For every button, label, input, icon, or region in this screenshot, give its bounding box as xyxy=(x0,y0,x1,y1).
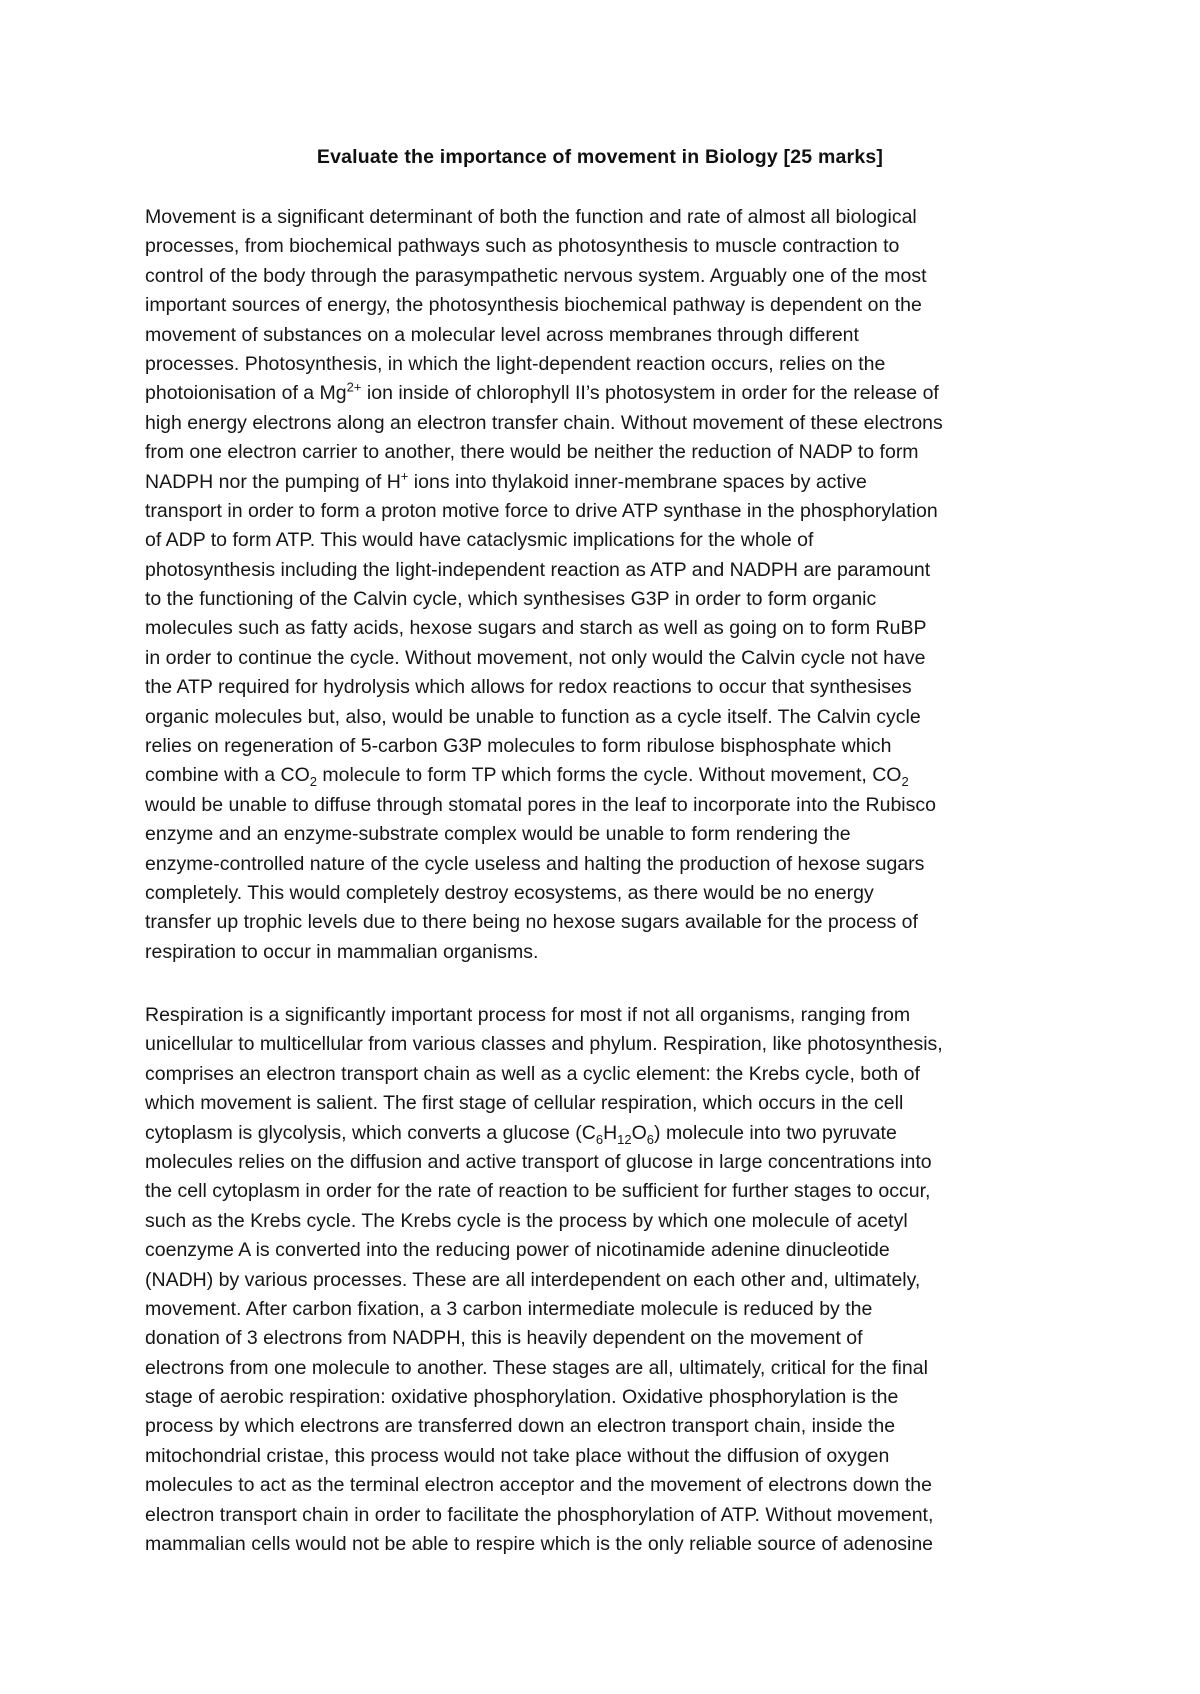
text-line xyxy=(145,291,1065,320)
text-run: movement of substances on a molecular level across membranes through different xyxy=(145,323,859,346)
text-line xyxy=(145,585,1065,614)
text-line xyxy=(145,761,1065,790)
text-run: respiration to occur in mammalian organisms. xyxy=(145,940,539,963)
subscript: 6 xyxy=(595,1131,604,1147)
text-line xyxy=(145,1236,1065,1265)
text-run: (NADH) by various processes. These are all interdependent on each other and, ultimately, xyxy=(145,1268,921,1291)
text-line xyxy=(145,1001,1065,1030)
text-run: molecules to act as the terminal electron acceptor and the movement of electrons down the xyxy=(145,1474,932,1497)
text-run: photoionisation of a Mg xyxy=(145,382,347,405)
text-run: coenzyme A is converted into the reducing power of nicotinamide adenine dinucleotide xyxy=(145,1239,890,1262)
text-run: NADPH nor the pumping of H xyxy=(145,470,401,493)
text-run: enzyme-controlled nature of the cycle useless and halting the production of hexose sugars xyxy=(145,852,925,875)
subscript: 2 xyxy=(901,774,909,790)
text-line xyxy=(145,497,1065,526)
text-line xyxy=(145,526,1065,555)
text-line xyxy=(145,232,1065,261)
text-line xyxy=(145,321,1065,350)
text-run: ions into thylakoid inner-membrane spaces by active xyxy=(408,470,867,493)
subscript: 2 xyxy=(309,774,317,790)
text-run: completely. This would completely destroy ecosystems, as there would be no energy xyxy=(145,881,874,904)
text-run: electron transport chain in order to facilitate the phosphorylation of ATP. Without movement, xyxy=(145,1503,934,1526)
text-run: relies on regeneration of 5-carbon G3P molecules to form ribulose bisphosphate which xyxy=(145,735,892,758)
text-line xyxy=(145,1119,1065,1148)
text-run: organic molecules but, also, would be unable to function as a cycle itself. The Calvin cycle xyxy=(145,705,921,728)
text-line xyxy=(145,732,1065,761)
text-line xyxy=(145,1354,1065,1383)
text-line xyxy=(145,1442,1065,1471)
text-run: high energy electrons along an electron transfer chain. Without movement of these electrons xyxy=(145,411,943,434)
text-line xyxy=(145,1383,1065,1412)
text-line xyxy=(145,379,1065,408)
text-run: H xyxy=(603,1121,618,1144)
text-run: from one electron carrier to another, there would be neither the reduction of NADP to form xyxy=(145,441,919,464)
text-run: combine with a CO xyxy=(145,764,310,787)
text-run: processes, from biochemical pathways such as photosynthesis to muscle contraction to xyxy=(145,235,900,258)
text-run: which movement is salient. The first stage of cellular respiration, which occurs in the cell xyxy=(145,1092,904,1115)
text-line xyxy=(145,468,1065,497)
text-run: the ATP required for hydrolysis which allows for redox reactions to occur that synthesises xyxy=(145,676,912,699)
text-line xyxy=(145,820,1065,849)
text-line xyxy=(145,1530,1065,1559)
text-run: molecules relies on the diffusion and active transport of glucose in large concentrations into xyxy=(145,1150,932,1173)
text-run: mitochondrial cristae, this process would not take place without the diffusion of oxygen xyxy=(145,1444,890,1467)
text-line xyxy=(145,908,1065,937)
text-run: transfer up trophic levels due to there being no hexose sugars available for the process of xyxy=(145,911,918,934)
text-run: processes. Photosynthesis, in which the light-dependent reaction occurs, relies on the xyxy=(145,352,886,375)
text-run: photosynthesis including the light-independent reaction as ATP and NADPH are paramount xyxy=(145,558,931,581)
text-line xyxy=(145,438,1065,467)
text-line xyxy=(145,1324,1065,1353)
text-run: ion inside of chlorophyll II’s photosystem in order for the release of xyxy=(361,382,939,405)
essay-title: Evaluate the importance of movement in Biology [25 marks] xyxy=(316,146,884,168)
superscript: 2+ xyxy=(346,379,362,395)
text-run: O xyxy=(631,1121,647,1144)
text-line xyxy=(145,1501,1065,1530)
text-run: important sources of energy, the photosynthesis biochemical pathway is dependent on the xyxy=(145,294,922,317)
text-line xyxy=(145,409,1065,438)
text-run: comprises an electron transport chain as well as a cyclic element: the Krebs cycle, both of xyxy=(145,1062,920,1085)
text-line xyxy=(145,703,1065,732)
text-run: transport in order to form a proton motive force to drive ATP synthase in the phosphorylation xyxy=(145,499,938,522)
text-line xyxy=(145,1471,1065,1500)
text-line xyxy=(145,1207,1065,1236)
text-line xyxy=(145,850,1065,879)
text-run: enzyme and an enzyme-substrate complex would be unable to form rendering the xyxy=(145,823,851,846)
text-line xyxy=(145,1412,1065,1441)
text-line xyxy=(145,1089,1065,1118)
text-line xyxy=(145,1060,1065,1089)
text-line xyxy=(145,791,1065,820)
text-run: to the functioning of the Calvin cycle, which synthesises G3P in order to form organic xyxy=(145,588,877,611)
text-line xyxy=(145,1295,1065,1324)
text-line xyxy=(145,938,1065,967)
text-line xyxy=(145,262,1065,291)
text-line xyxy=(145,614,1065,643)
text-line xyxy=(145,1177,1065,1206)
text-run: process by which electrons are transferred down an electron transport chain, inside the xyxy=(145,1415,896,1438)
text-run: molecules such as fatty acids, hexose sugars and starch as well as going on to form RuBP xyxy=(145,617,927,640)
text-run: in order to continue the cycle. Without movement, not only would the Calvin cycle not have xyxy=(145,646,926,669)
text-run: donation of 3 electrons from NADPH, this is heavily dependent on the movement of xyxy=(145,1327,863,1350)
text-run: molecule to form TP which forms the cycle. Without movement, CO xyxy=(316,764,902,787)
paragraph-photosynthesis xyxy=(145,203,1065,967)
text-run: stage of aerobic respiration: oxidative phosphorylation. Oxidative phosphorylation is the xyxy=(145,1386,899,1409)
text-run: cytoplasm is glycolysis, which converts a glucose (C xyxy=(145,1121,596,1144)
text-line xyxy=(145,1030,1065,1059)
text-run: electrons from one molecule to another. These stages are all, ultimately, critical for the final xyxy=(145,1356,928,1379)
text-run: would be unable to diffuse through stomatal pores in the leaf to incorporate into the Rubisco xyxy=(145,793,936,816)
text-run: Movement is a significant determinant of both the function and rate of almost all biological xyxy=(145,206,917,228)
text-run: of ADP to form ATP. This would have cataclysmic implications for the whole of xyxy=(145,529,814,552)
text-run: Respiration is a significantly important process for most if not all organisms, ranging from xyxy=(145,1004,911,1026)
text-line xyxy=(145,673,1065,702)
paragraph-respiration xyxy=(145,1001,1065,1559)
text-line xyxy=(145,879,1065,908)
text-line xyxy=(145,1148,1065,1177)
text-run: unicellular to multicellular from various classes and phylum. Respiration, like photosynthesis, xyxy=(145,1033,943,1056)
text-line xyxy=(145,1266,1065,1295)
subscript: 6 xyxy=(646,1131,655,1147)
text-run: control of the body through the parasympathetic nervous system. Arguably one of the most xyxy=(145,264,927,287)
superscript: + xyxy=(400,468,409,484)
text-run: ) molecule into two pyruvate xyxy=(654,1121,897,1144)
text-line xyxy=(145,644,1065,673)
text-line xyxy=(145,203,1065,232)
text-line xyxy=(145,556,1065,585)
text-run: movement. After carbon fixation, a 3 carbon intermediate molecule is reduced by the xyxy=(145,1297,873,1320)
subscript: 12 xyxy=(617,1131,632,1147)
text-run: mammalian cells would not be able to respire which is the only reliable source of adenosine xyxy=(145,1533,934,1556)
text-run: such as the Krebs cycle. The Krebs cycle is the process by which one molecule of acetyl xyxy=(145,1209,908,1232)
text-run: the cell cytoplasm in order for the rate of reaction to be sufficient for further stages to occur, xyxy=(145,1180,931,1203)
text-line xyxy=(145,350,1065,379)
